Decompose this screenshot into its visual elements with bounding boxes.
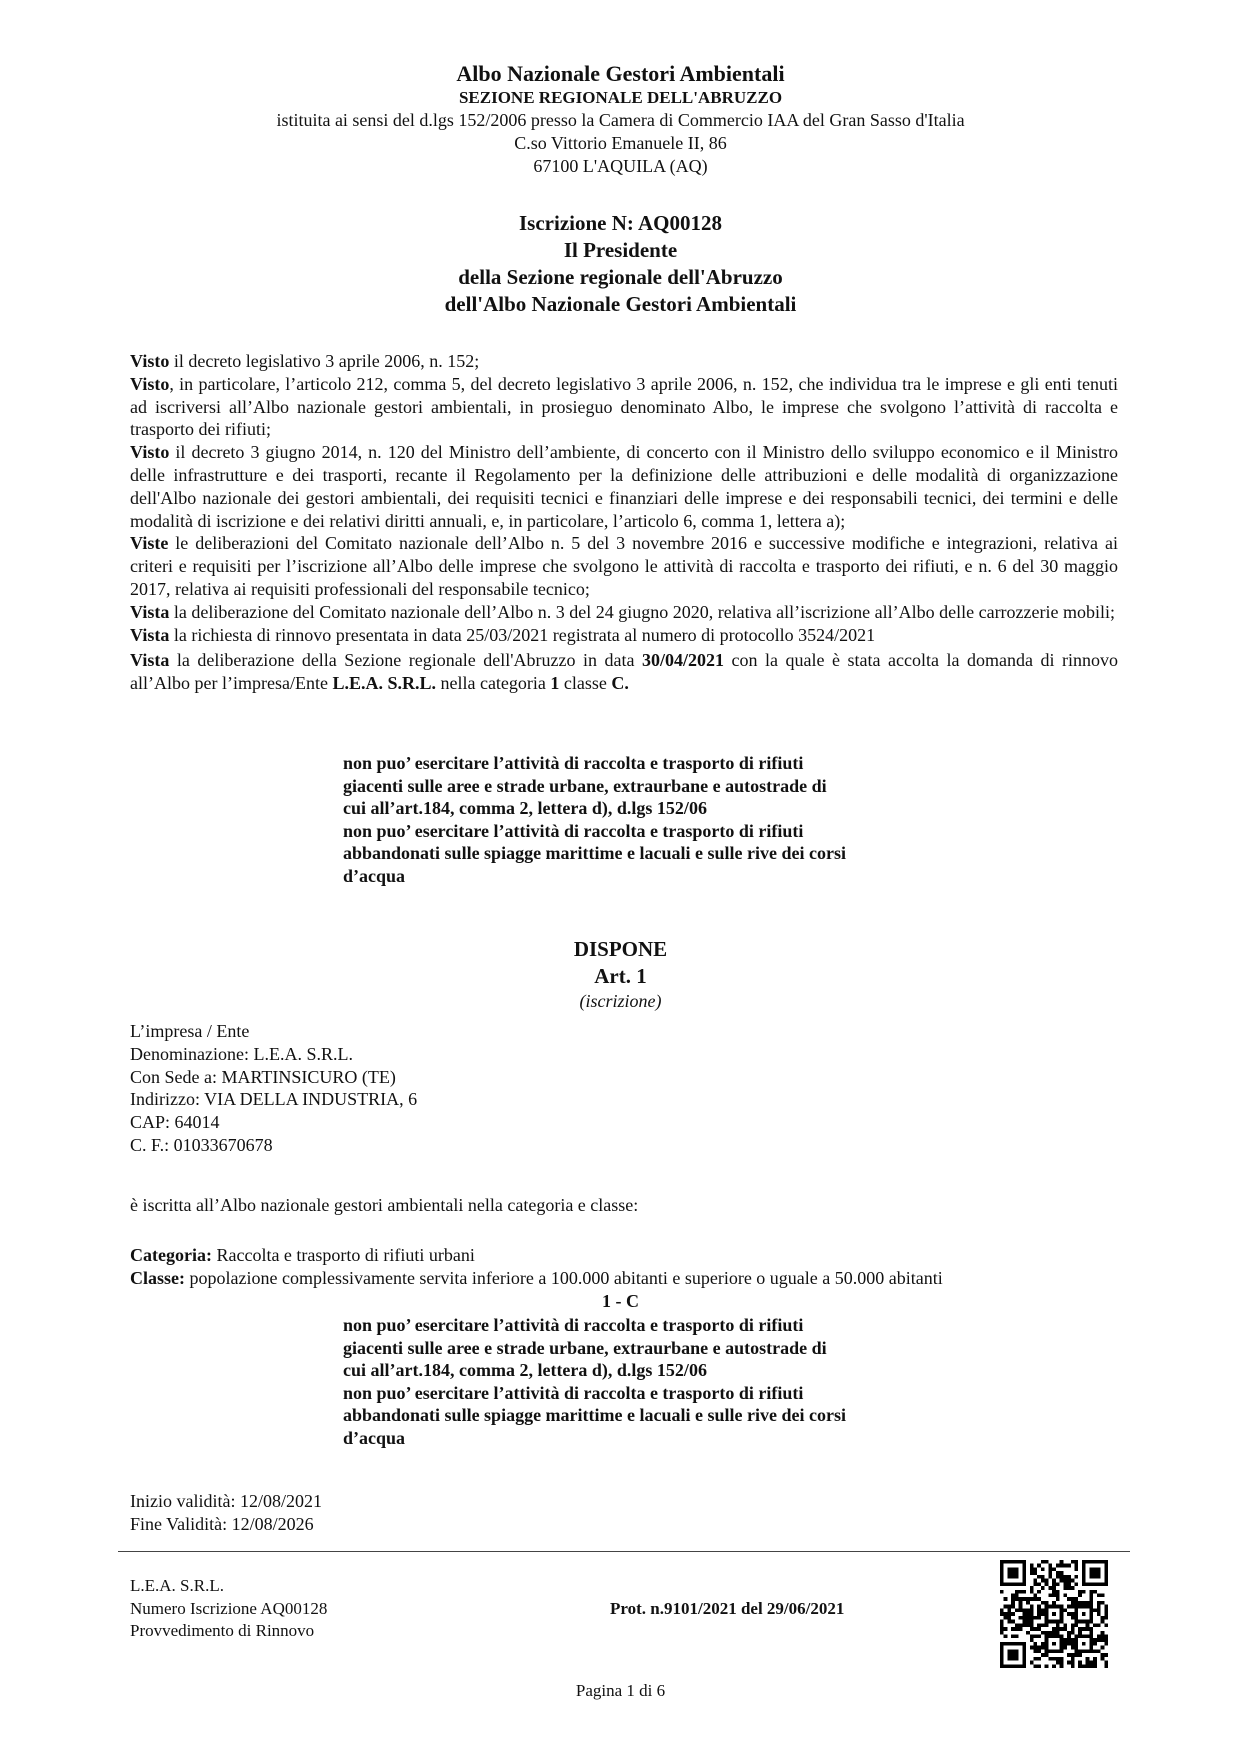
recital — [130, 601, 1118, 624]
section-line: della Sezione regionale dell'Abruzzo — [458, 265, 783, 289]
validity-start: Inizio validità: 12/08/2021 — [130, 1491, 322, 1511]
header-city: 67100 L'AQUILA (AQ) — [533, 156, 708, 176]
restriction-line: abbandonati sulle spiagge marittime e lacuali e sulle rive dei corsi — [343, 843, 846, 864]
recital-lead: Vista — [130, 601, 170, 622]
restriction-line: non puo’ esercitare l’attività di raccolta e trasporto di rifiuti — [343, 820, 804, 841]
recital-lead: Vista — [130, 624, 170, 645]
restriction-line: cui all’art.184, comma 2, lettera d), d.lgs 152/06 — [343, 798, 707, 819]
class-value: popolazione complessivamente servita inferiore a 100.000 abitanti e superiore o uguale a 50.000 abitanti — [185, 1267, 943, 1288]
recital-text: le deliberazioni del Comitato nazionale dell’Albo n. 5 del 3 novembre 2016 e successive modifiche e integrazioni, relativa ai criteri e requisiti per l’iscrizione all’Albo delle imprese che svolgono le attività di raccolta e trasporto dei rifiuti, e n. 6 del 30 maggio 2017, relativa ai requisiti professionali del responsabile tecnico; — [130, 533, 1118, 599]
restriction-line: giacenti sulle aree e strade urbane, extraurbane e autostrade di — [343, 1337, 827, 1358]
recital-lead: Visto — [130, 373, 170, 394]
restriction-line: cui all’art.184, comma 2, lettera d), d.lgs 152/06 — [343, 1360, 707, 1381]
deliberation-text: la deliberazione della Sezione regionale dell'Abruzzo in data — [169, 650, 642, 671]
registration-number: Iscrizione N: AQ00128 — [519, 211, 722, 235]
recital-lead: Visto — [130, 442, 170, 463]
validity-end: Fine Validità: 12/08/2026 — [130, 1513, 314, 1534]
category-block — [130, 1244, 1130, 1290]
footer-info — [130, 1575, 327, 1643]
category-line — [130, 1244, 1130, 1267]
article-title: Art. 1 — [594, 964, 647, 988]
company-intro: L’impresa / Ente — [130, 1021, 250, 1041]
qr-code-icon — [1000, 1560, 1108, 1668]
recital-lead: Visto — [130, 351, 170, 371]
footer-company: L.E.A. S.R.L. — [130, 1576, 224, 1595]
company-cf: C. F.: 01033670678 — [130, 1134, 273, 1155]
albo-line: dell'Albo Nazionale Gestori Ambientali — [444, 292, 797, 316]
article-subtitle: (iscrizione) — [579, 991, 662, 1011]
company-details — [130, 1020, 417, 1157]
enrollment-statement: è iscritta all’Albo nazionale gestori ambientali nella categoria e classe: — [130, 1195, 639, 1215]
restriction-line: non puo’ esercitare l’attività di raccolta e trasporto di rifiuti — [343, 753, 804, 773]
deliberation-class: C. — [611, 673, 629, 694]
recital-text: il decreto 3 giugno 2014, n. 120 del Ministro dell’ambiente, di concerto con il Ministro dello sviluppo economico e il Ministro delle infrastrutture e dei trasporti, recante il Regolamento per la definizione delle attribuzioni e delle modalità di organizzazione dell'Albo nazionale dei gestori ambientali, dei requisiti tecnici e finanziari delle imprese e dei responsabili tecnici, dei termini e delle modalità di iscrizione e dei relativi diritti annuali, e, in particolare, l’articolo 6, comma 1, lettera a); — [130, 442, 1118, 531]
recital — [130, 373, 1118, 441]
deliberation-text: classe — [559, 673, 612, 694]
recital — [130, 532, 1118, 600]
registration-heading — [0, 210, 1241, 318]
deliberation-company: L.E.A. S.R.L. — [332, 673, 436, 694]
header-instituted: istituita ai sensi del d.lgs 152/2006 presso la Camera di Commercio IAA del Gran Sasso d'Italia — [276, 110, 965, 130]
footer-document-type: Provvedimento di Rinnovo — [130, 1621, 315, 1640]
deliberation-text: con la quale è stata accolta la domanda di rinnovo all’Albo per l’impresa/Ente — [130, 650, 1118, 694]
president-title: Il Presidente — [563, 238, 678, 262]
recital — [130, 624, 1118, 647]
deliberation-date: 30/04/2021 — [642, 650, 725, 671]
company-address: Indirizzo: VIA DELLA INDUSTRIA, 6 — [130, 1089, 418, 1110]
dispone-heading — [0, 936, 1241, 1013]
page-number: Pagina 1 di 6 — [575, 1681, 666, 1700]
recital — [130, 350, 1118, 373]
class-label: Classe: — [130, 1267, 185, 1288]
restriction-line: d’acqua — [343, 865, 406, 886]
recital-text: il decreto legislativo 3 aprile 2006, n. 152; — [169, 351, 480, 371]
company-seat: Con Sede a: MARTINSICURO (TE) — [130, 1066, 396, 1087]
recital-text: , in particolare, l’articolo 212, comma 5, del decreto legislativo 3 aprile 2006, n. 152, che individua tra le imprese e gli enti tenuti ad iscriversi all’Albo nazionale gestori ambientali, in prosieguo denominato Albo, le imprese che svolgono l’attività di raccolta e trasporto dei rifiuti; — [130, 373, 1118, 440]
header-title: Albo Nazionale Gestori Ambientali — [456, 61, 785, 86]
category-class-code: 1 - C — [602, 1291, 639, 1311]
company-name: Denominazione: L.E.A. S.R.L. — [130, 1043, 353, 1064]
category-value: Raccolta e trasporto di rifiuti urbani — [211, 1245, 475, 1265]
dispone-title: DISPONE — [573, 937, 668, 961]
recital-lead: Vista — [130, 650, 170, 671]
deliberation-recital — [130, 649, 1118, 695]
deliberation-category: 1 — [550, 673, 560, 694]
footer-registration: Numero Iscrizione AQ00128 — [130, 1598, 328, 1618]
recitals — [130, 350, 1118, 695]
header-address: C.so Vittorio Emanuele II, 86 — [514, 133, 727, 153]
recital — [130, 441, 1118, 532]
recital-text: la deliberazione del Comitato nazionale dell’Albo n. 3 del 24 giugno 2020, relativa all’iscrizione all’Albo delle carrozzerie mobili; — [169, 601, 1116, 622]
header-section: SEZIONE REGIONALE DELL'ABRUZZO — [458, 88, 783, 107]
footer-protocol: Prot. n.9101/2021 del 29/06/2021 — [610, 1599, 845, 1618]
restriction-line: giacenti sulle aree e strade urbane, extraurbane e autostrade di — [343, 775, 827, 796]
restriction-line: non puo’ esercitare l’attività di raccolta e trasporto di rifiuti — [343, 1382, 804, 1403]
deliberation-text: nella categoria — [435, 673, 551, 694]
recital-lead: Viste — [130, 533, 169, 554]
footer-divider — [118, 1551, 1130, 1552]
restrictions-block — [343, 752, 943, 888]
restriction-line: abbandonati sulle spiagge marittime e lacuali e sulle rive dei corsi — [343, 1405, 846, 1426]
category-label: Categoria: — [130, 1245, 212, 1265]
restrictions-block — [343, 1314, 943, 1450]
company-cap: CAP: 64014 — [130, 1112, 220, 1133]
validity-block — [130, 1490, 322, 1536]
restriction-line: non puo’ esercitare l’attività di raccolta e trasporto di rifiuti — [343, 1315, 804, 1335]
recital-text: la richiesta di rinnovo presentata in data 25/03/2021 registrata al numero di protocollo 3524/2021 — [169, 624, 876, 645]
restriction-line: d’acqua — [343, 1427, 406, 1448]
class-line — [130, 1267, 1130, 1290]
document-header — [0, 60, 1241, 178]
